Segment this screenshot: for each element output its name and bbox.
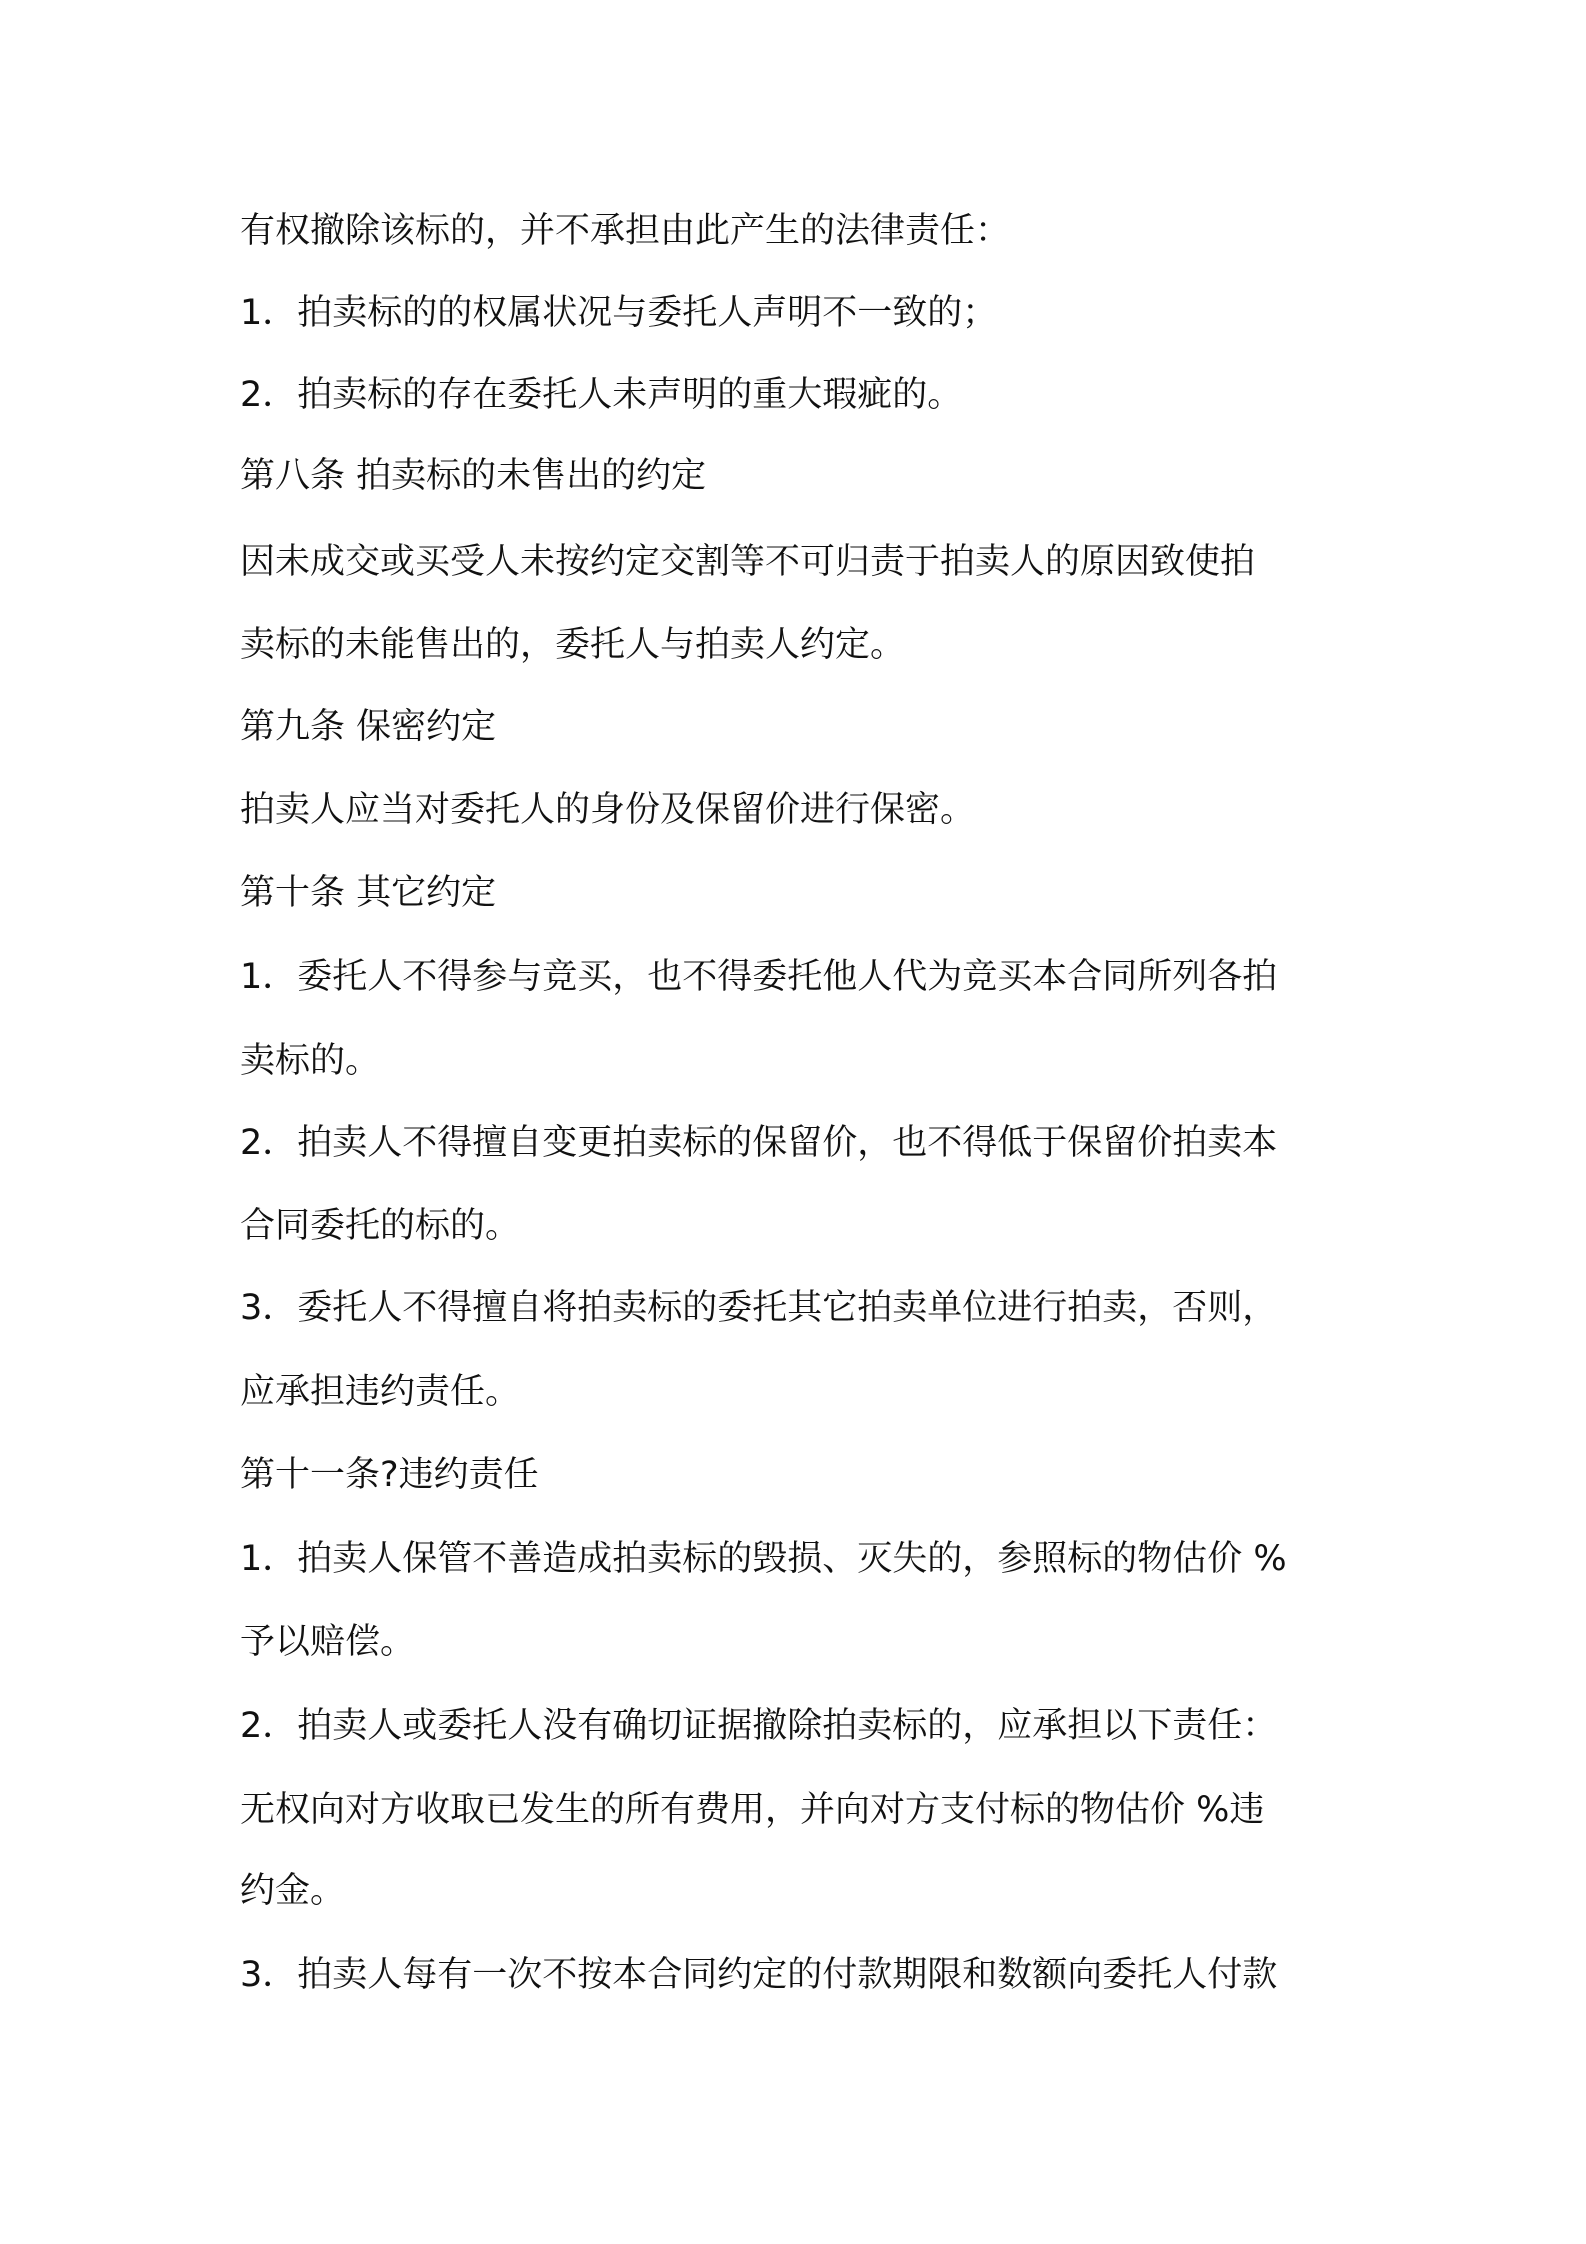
text-line: 1．委托人不得参与竞买，也不得委托他人代为竞买本合同所列各拍: [240, 957, 1278, 997]
section-heading: 第十条 其它约定: [240, 873, 497, 913]
section-heading: 第十一条?违约责任: [240, 1455, 539, 1495]
text-line: 应承担违约责任。: [240, 1372, 521, 1412]
text-line: 合同委托的标的。: [240, 1206, 521, 1246]
text-line: 2．拍卖人或委托人没有确切证据撤除拍卖标的，应承担以下责任：: [240, 1706, 1278, 1746]
text-line: 卖标的未能售出的，委托人与拍卖人约定。: [240, 625, 906, 665]
text-line: 2．拍卖人不得擅自变更拍卖标的保留价，也不得低于保留价拍卖本: [240, 1123, 1278, 1163]
text-line: 因未成交或买受人未按约定交割等不可归责于拍卖人的原因致使拍: [240, 542, 1256, 582]
text-line: 1．拍卖标的的权属状况与委托人声明不一致的；: [240, 293, 998, 333]
section-heading: 第八条 拍卖标的未售出的约定: [240, 456, 707, 496]
text-line: 卖标的。: [240, 1041, 381, 1081]
text-line: 2．拍卖标的存在委托人未声明的重大瑕疵的。: [240, 375, 963, 415]
text-line: 约金。: [240, 1871, 346, 1911]
text-line: 1．拍卖人保管不善造成拍卖标的毁损、灭失的，参照标的物估价 %: [240, 1539, 1287, 1579]
text-line: 拍卖人应当对委托人的身份及保留价进行保密。: [240, 790, 976, 830]
text-line: 3．委托人不得擅自将拍卖标的委托其它拍卖单位进行拍卖，否则，: [240, 1288, 1278, 1328]
section-heading: 第九条 保密约定: [240, 707, 497, 747]
text-line: 予以赔偿。: [240, 1622, 416, 1662]
text-line: 无权向对方收取已发生的所有费用，并向对方支付标的物估价 %违: [240, 1790, 1265, 1830]
text-line: 3．拍卖人每有一次不按本合同约定的付款期限和数额向委托人付款: [240, 1955, 1278, 1995]
text-line: 有权撤除该标的，并不承担由此产生的法律责任：: [240, 211, 1011, 251]
